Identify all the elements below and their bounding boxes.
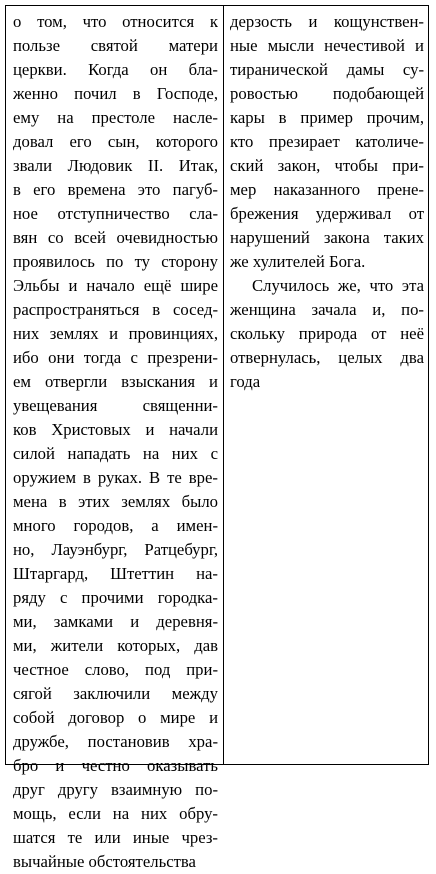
paragraph-1-line: же хулителей Бога. <box>230 252 366 271</box>
left-column-line: Эльбы и начало ещё шире <box>13 276 218 295</box>
left-column-line: в его времена это пагуб- <box>13 180 218 199</box>
left-column-line: много городов, а имен- <box>13 516 218 535</box>
paragraph-2-line: скольку природа от неё <box>230 324 424 343</box>
paragraph-2-line: года <box>230 372 261 391</box>
left-column-line: вычайные обстоятельства <box>13 852 196 871</box>
left-column-line: звали Людовик II. Итак, <box>13 156 218 175</box>
left-column-line: собой договор о мире и <box>13 708 218 727</box>
right-column <box>230 10 424 394</box>
left-column-line: ибо они тогда с презрени- <box>13 348 218 367</box>
paragraph-1-line: дерзость и кощунствен- <box>230 12 424 31</box>
paragraph-1-line: ровостью подобающей <box>230 84 424 103</box>
left-column-line: оружием в руках. В те вре- <box>13 468 218 487</box>
page-frame <box>5 5 429 871</box>
paragraph-1-line: кары в пример прочим, <box>230 108 424 127</box>
paragraph-1-line: брежения удерживал от <box>230 204 424 223</box>
paragraph-1-line: кто презирает католиче- <box>230 132 424 151</box>
column-divider <box>223 6 224 764</box>
left-column-line: женно почил в Господе, <box>13 84 218 103</box>
left-column-line: распространяться в сосед- <box>13 300 218 319</box>
left-column-line: бро и честно оказывать <box>13 756 218 775</box>
left-column-line: шатся те или иные чрез- <box>13 828 218 847</box>
left-column-line: силой нападать на них с <box>13 444 218 463</box>
left-column-line: ми, замками и деревня- <box>13 612 218 631</box>
left-column-line: честное слово, под при- <box>13 660 218 679</box>
paragraph-2-line: отвернулась, целых два <box>230 348 424 367</box>
left-column-line: увещевания священни- <box>13 396 218 415</box>
paragraph-1-line: тиранической дамы су- <box>230 60 424 79</box>
left-column-line: вян со всей очевидностью <box>13 228 218 247</box>
left-column-line: проявилось по ту сторону <box>13 252 218 271</box>
left-column-line: мена в этих землях было <box>13 492 218 511</box>
left-column-line: мощь, если на них обру- <box>13 804 218 823</box>
left-column-line: друг другу взаимную по- <box>13 780 218 799</box>
left-column <box>13 10 218 874</box>
paragraph-2-line: женщина зачала и, по- <box>230 300 424 319</box>
left-column-line: о том, что относится к <box>13 12 218 31</box>
left-column-line: довал его сын, которого <box>13 132 218 151</box>
paragraph-1-line: ский закон, чтобы при- <box>230 156 424 175</box>
left-column-line: но, Лауэнбург, Ратцебург, <box>13 540 218 559</box>
left-column-line: Штаргард, Штеттин на- <box>13 564 218 583</box>
paragraph-1-line: ные мысли нечестивой и <box>230 36 424 55</box>
left-column-line: церкви. Когда он бла- <box>13 60 218 79</box>
paragraph-1-line: нарушений закона таких <box>230 228 424 247</box>
paragraph-1-line: мер наказанного прене- <box>230 180 424 199</box>
left-column-line: ем отвергли взыскания и <box>13 372 218 391</box>
left-column-line: сягой заключили между <box>13 684 218 703</box>
left-column-line: ми, жители которых, дав <box>13 636 218 655</box>
left-column-line: ряду с прочими городка- <box>13 588 218 607</box>
paragraph-2-line: Случилось же, что эта <box>252 276 424 295</box>
left-column-line: ков Христовых и начали <box>13 420 218 439</box>
left-column-line: ему на престоле наслe- <box>13 108 218 127</box>
left-column-line: них землях и провинциях, <box>13 324 218 343</box>
left-column-line: дружбе, постановив хра- <box>13 732 218 751</box>
left-column-line: ное отступничество сла- <box>13 204 218 223</box>
left-column-line: пользе святой матери <box>13 36 218 55</box>
